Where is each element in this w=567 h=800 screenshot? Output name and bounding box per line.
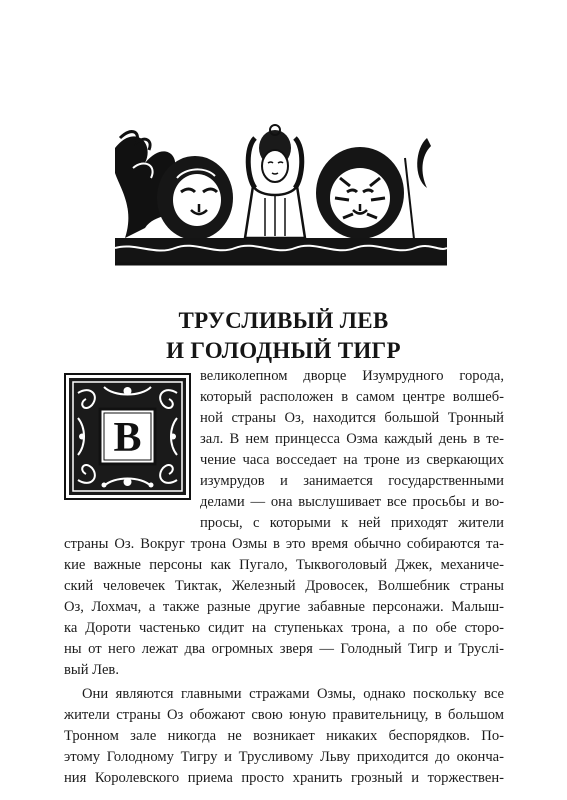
text-line: ка Дороти частенько сидит на ступеньках трона, а по обе сторо- (64, 620, 504, 636)
text-line: Оз, Лохмач, а также разные другие забавные персонажи. Малыш- (64, 599, 504, 615)
text-line: ния Королевского приема просто хранить грозный и торжествен- (64, 770, 504, 786)
text-line: делами — она выслушивает все просьбы и во- (200, 494, 504, 510)
chapter-header-illustration (115, 118, 447, 270)
text-line: Они являются главными стражами Озмы, однако поскольку все (82, 686, 504, 702)
text-line: ной страны Оз, находится большой Тронный (200, 410, 504, 426)
ornamental-drop-cap (64, 373, 191, 500)
text-line: великолепном дворце Изумрудного города, (200, 368, 504, 384)
text-line: вый Лев. (64, 662, 119, 678)
text-line: зал. В нем принцесса Озма каждый день в те- (200, 431, 504, 447)
text-line: изумрудов и занимается государственными (200, 473, 504, 489)
text-line: чение часа восседает на троне из сверкающих (200, 452, 504, 468)
chapter-title-line-1: ТРУСЛИВЫЙ ЛЕВ (178, 308, 389, 333)
text-line: этому Голодному Тигру и Трусливому Льву приходится до оконча- (64, 749, 504, 765)
text-line: который расположен в самом центре волшеб- (200, 389, 504, 405)
text-line: ны от него лежат два огромных зверя — Голодный Тигр и Труслi- (64, 641, 504, 657)
text-line: кие важные персоны как Пугало, Тыквоголовый Джек, механиче- (64, 557, 504, 573)
text-line: просы, с которыми к ней приходят жители (200, 515, 504, 531)
text-line: Тронном зале никогда не возникает никаких беспорядков. По- (64, 728, 504, 744)
text-line: жители страны Оз обожают свою юную правительницу, в большом (64, 707, 504, 723)
text-line: страны Оз. Вокруг трона Озмы в это время обычно собираются та- (64, 536, 504, 552)
chapter-title-line-2: И ГОЛОДНЫЙ ТИГР (166, 338, 401, 363)
chapter-title (0, 306, 567, 366)
text-line: ский человечек Тиктак, Железный Дровосек, Волшебник страны (64, 578, 504, 594)
drop-cap-letter: В (113, 415, 142, 461)
